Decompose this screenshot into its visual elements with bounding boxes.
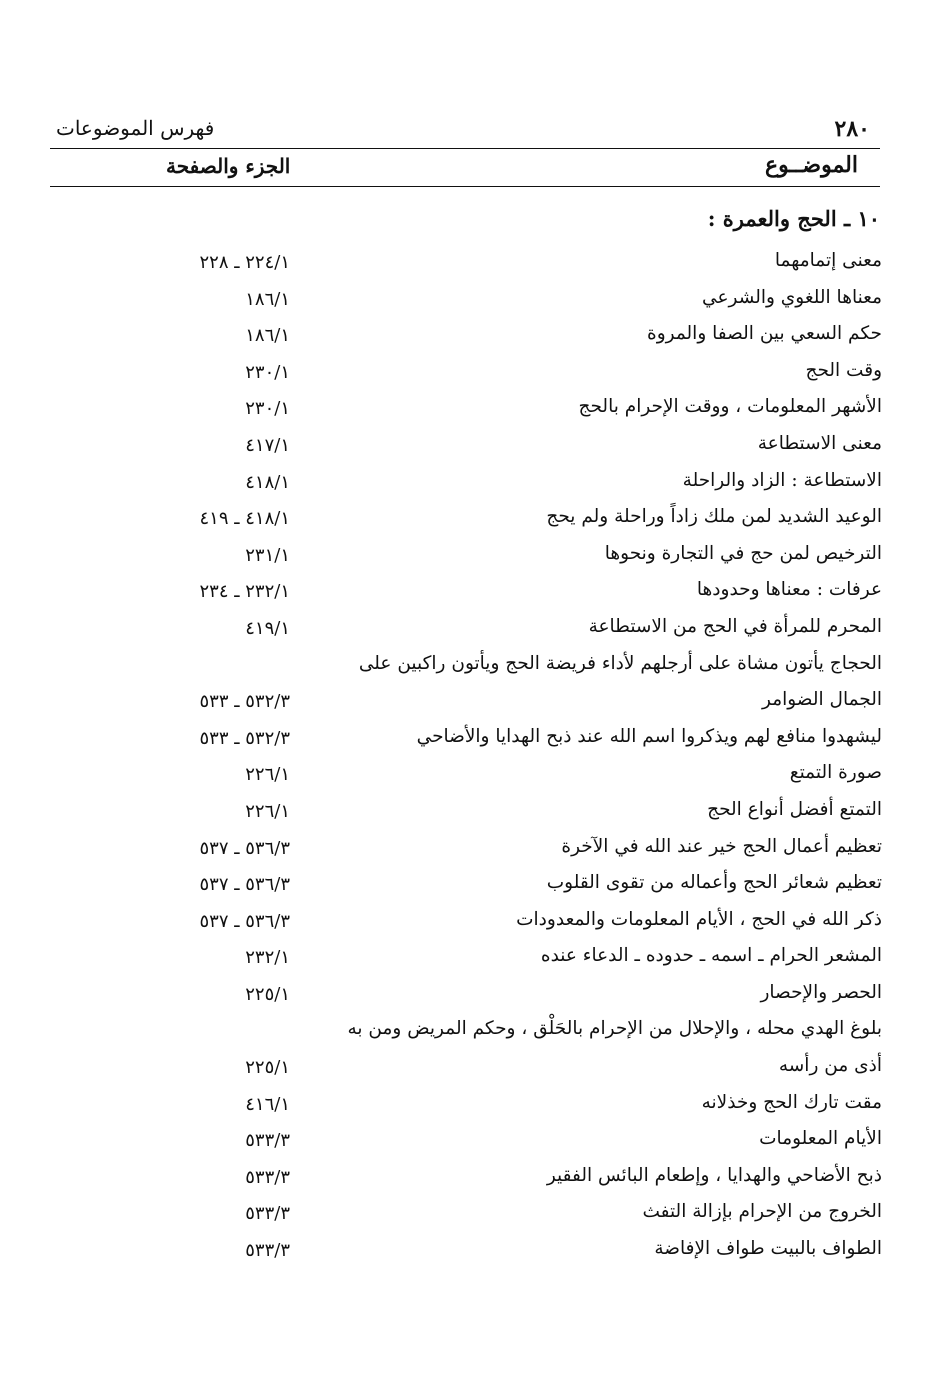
- index-entry-row: [0, 1014, 950, 1051]
- entry-volume-page: ٥٣٦/٣ ـ ٥٣٧: [199, 874, 290, 896]
- entry-topic: الاستطاعة : الزاد والراحلة: [682, 469, 882, 491]
- entry-volume-page: ٤١٩/١: [245, 617, 290, 639]
- index-entry-row: [0, 905, 950, 942]
- index-entry-row: [0, 649, 950, 686]
- index-entry-row: [0, 868, 950, 905]
- entry-topic: الأشهر المعلومات ، ووقت الإحرام بالحج: [578, 396, 882, 418]
- entry-volume-page: ٥٣٣/٣: [245, 1240, 290, 1262]
- index-entry-row: [0, 978, 950, 1015]
- entry-volume-page: ٢٢٤/١ ـ ٢٢٨: [199, 252, 290, 273]
- column-headings: [50, 148, 880, 187]
- entry-topic: حكم السعي بين الصفا والمروة: [647, 323, 882, 345]
- entry-topic: الحصر والإحصار: [760, 981, 882, 1003]
- index-entry-row: [0, 1234, 950, 1271]
- entry-volume-page: ٥٣٣/٣: [245, 1203, 290, 1225]
- index-entry-row: [0, 392, 950, 429]
- entry-volume-page: ٥٣٣/٣: [245, 1166, 290, 1188]
- entry-volume-page: ٤١٨/١ ـ ٤١٩: [199, 508, 290, 530]
- index-entry-row: [0, 1088, 950, 1125]
- index-entry-row: [0, 758, 950, 795]
- entry-volume-page: ٤١٦/١: [245, 1093, 290, 1115]
- entry-volume-page: ٥٣٣/٣: [245, 1130, 290, 1152]
- entry-volume-page: ٢٢٦/١: [245, 800, 290, 822]
- entry-topic: ذكر الله في الحج ، الأيام المعلومات والمعدودات: [516, 908, 882, 930]
- index-entry-row: [0, 319, 950, 356]
- entry-topic: التمتع أفضل أنواع الحج: [707, 798, 882, 820]
- entry-volume-page: ٢٣٢/١: [245, 947, 290, 969]
- entry-volume-page: ٢٢٥/١: [245, 983, 290, 1005]
- index-entry-row: [0, 246, 950, 283]
- entry-volume-page: ١٨٦/١: [245, 288, 290, 310]
- index-entry-row: [0, 356, 950, 393]
- entry-volume-page: ٢٣٠/١: [245, 361, 290, 383]
- entry-volume-page: ٢٣٠/١: [245, 398, 290, 420]
- index-entry-row: [0, 466, 950, 503]
- entry-topic: الأيام المعلومات: [759, 1128, 882, 1150]
- entry-topic: وقت الحج: [805, 359, 882, 381]
- entry-volume-page: ٥٣٢/٣ ـ ٥٣٣: [199, 691, 290, 713]
- entry-topic: مقت تارك الحج وخذلانه: [701, 1091, 882, 1113]
- entry-volume-page: ٢٣٢/١ ـ ٢٣٤: [199, 581, 290, 603]
- entry-volume-page: ٢٢٥/١: [245, 1057, 290, 1079]
- entry-topic: تعظيم شعائر الحج وأعماله من تقوى القلوب: [546, 872, 882, 894]
- index-entry-row: [0, 941, 950, 978]
- entry-topic: عرفات : معناها وحدودها: [696, 579, 882, 601]
- entry-volume-page: ٤١٧/١: [245, 434, 290, 456]
- entry-volume-page: ٥٣٦/٣ ـ ٥٣٧: [199, 837, 290, 859]
- index-entry-row: [0, 429, 950, 466]
- entry-topic: المحرم للمرأة في الحج من الاستطاعة: [588, 615, 882, 637]
- entry-topic: معناها اللغوي والشرعي: [702, 286, 882, 308]
- index-entry-row: [0, 1051, 950, 1088]
- entry-topic: تعظيم أعمال الحج خير عند الله في الآخرة: [561, 835, 882, 857]
- index-entry-row: [0, 1197, 950, 1234]
- entry-topic: معنى إتمامهما: [774, 250, 882, 271]
- section-title: ١٠ ـ الحج والعمرة :: [707, 206, 880, 231]
- entry-volume-page: ٢٢٦/١: [245, 764, 290, 786]
- entry-topic: أذى من رأسه: [778, 1055, 882, 1077]
- index-entry-row: [0, 722, 950, 759]
- entry-volume-page: ٢٣١/١: [245, 544, 290, 566]
- entry-topic: ليشهدوا منافع لهم ويذكروا اسم الله عند ذبح الهدايا والأضاحي: [416, 725, 882, 747]
- entry-topic: المشعر الحرام ـ اسمه ـ حدوده ـ الدعاء عنده: [540, 945, 882, 967]
- index-entry-row: [0, 1124, 950, 1161]
- index-entries: [0, 246, 950, 1271]
- index-entry-row: [0, 685, 950, 722]
- entry-volume-page: ٥٣٦/٣ ـ ٥٣٧: [199, 910, 290, 932]
- entry-volume-page: ٤١٨/١: [245, 471, 290, 493]
- entry-topic: الخروج من الإحرام بإزالة التفث: [642, 1201, 882, 1223]
- index-entry-row: [0, 795, 950, 832]
- index-entry-row: [0, 1161, 950, 1198]
- running-header-title: فهرس الموضوعات: [56, 116, 215, 140]
- entry-topic: الطواف بالبيت طواف الإفاضة: [654, 1238, 882, 1260]
- entry-topic: الوعيد الشديد لمن ملك زاداً وراحلة ولم يحج: [546, 506, 882, 528]
- index-entry-row: [0, 575, 950, 612]
- entry-topic: معنى الاستطاعة: [757, 432, 882, 454]
- index-entry-row: [0, 502, 950, 539]
- entry-topic: الترخيص لمن حج في التجارة ونحوها: [604, 542, 882, 564]
- reference-column-heading: الجزء والصفحة: [166, 154, 291, 178]
- entry-topic: بلوغ الهدي محله ، والإحلال من الإحرام بالحَلْق ، وحكم المريض ومن به: [347, 1018, 882, 1040]
- running-header: [50, 112, 880, 149]
- index-entry-row: [0, 612, 950, 649]
- entry-topic: صورة التمتع: [789, 762, 882, 784]
- entry-topic: ذبح الأضاحي والهدايا ، وإطعام البائس الفقير: [546, 1164, 882, 1186]
- topic-column-heading: الموضــوع: [765, 152, 858, 178]
- index-entry-row: [0, 539, 950, 576]
- entry-topic: الحجاج يأتون مشاة على أرجلهم لأداء فريضة الحج ويأتون راكبين على: [358, 652, 882, 674]
- entry-volume-page: ٥٣٢/٣ ـ ٥٣٣: [199, 727, 290, 749]
- index-entry-row: [0, 283, 950, 320]
- entry-topic: الجمال الضوامر: [761, 689, 882, 711]
- index-entry-row: [0, 832, 950, 869]
- page-number: ٢٨٠: [834, 116, 870, 142]
- entry-volume-page: ١٨٦/١: [245, 325, 290, 347]
